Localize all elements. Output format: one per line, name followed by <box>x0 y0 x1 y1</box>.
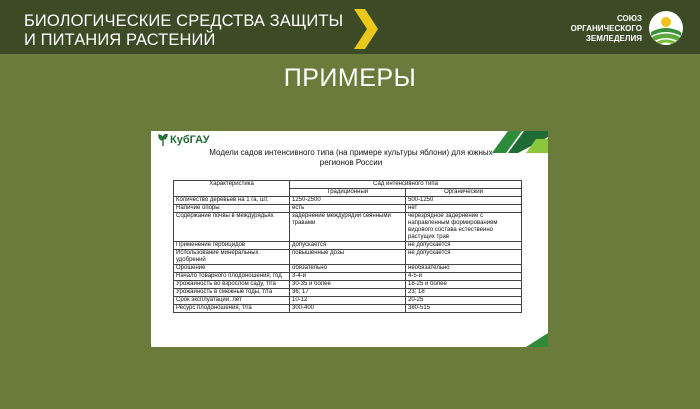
row-organic: 500-1250 <box>406 197 522 205</box>
row-name: Содержание почвы в междурядьях <box>174 213 290 242</box>
slide-corner-decoration-bottom <box>508 333 548 347</box>
table-row <box>174 242 522 250</box>
table-row <box>174 305 522 313</box>
column-header-characteristic: Характеристика <box>174 181 290 197</box>
slide-image <box>151 131 548 347</box>
row-traditional: 30-35 и более <box>290 281 406 289</box>
row-traditional: 10-12 <box>290 297 406 305</box>
header-title: БИОЛОГИЧЕСКИЕ СРЕДСТВА ЗАЩИТЫ И ПИТАНИЯ РАСТЕНИЙ <box>24 12 344 49</box>
column-header-organic: Органический <box>406 189 522 197</box>
table-row <box>174 289 522 297</box>
row-traditional: 1250-2500 <box>290 197 406 205</box>
header-bar <box>0 0 700 54</box>
row-name: Начало товарного плодоношения, год <box>174 273 290 281</box>
table-row <box>174 281 522 289</box>
org-name: КубГАУ <box>170 134 210 146</box>
table-row <box>174 205 522 213</box>
row-name: Наличие опоры <box>174 205 290 213</box>
row-traditional: 3-4-й <box>290 273 406 281</box>
row-name: Урожайность в смежные годы, т/га <box>174 289 290 297</box>
union-logo-text <box>571 14 642 44</box>
kubgau-logo <box>158 134 210 146</box>
row-name: Использование минеральных удобрений <box>174 250 290 265</box>
table-row <box>174 273 522 281</box>
row-name: Срок эксплуатации, лет <box>174 297 290 305</box>
table-row <box>174 250 522 265</box>
row-organic: 23; 18 <box>406 289 522 297</box>
slide-title: Модели садов интенсивного типа (на примере культуры яблони) для южных регионов России <box>209 148 493 167</box>
row-traditional: 300-400 <box>290 305 406 313</box>
data-table <box>173 180 522 313</box>
logo-line-1: СОЮЗ <box>616 14 642 23</box>
row-traditional: 36; 17 <box>290 289 406 297</box>
row-organic: нет <box>406 205 522 213</box>
row-name: Урожайность во взрослом саду, т/га <box>174 281 290 289</box>
table-header-row <box>174 181 522 189</box>
row-name: Количество деревьев на 1 га, шт. <box>174 197 290 205</box>
chevron-right-icon <box>352 9 380 49</box>
row-name: Орошение <box>174 265 290 273</box>
row-traditional: допускается <box>290 242 406 250</box>
sprout-icon <box>158 134 168 146</box>
row-organic: 18-25 и более <box>406 281 522 289</box>
row-traditional: повышенные дозы <box>290 250 406 265</box>
row-traditional: обязательно <box>290 265 406 273</box>
row-organic: не допускается <box>406 242 522 250</box>
row-name: Ресурс плодоношения, т/га <box>174 305 290 313</box>
table-row <box>174 297 522 305</box>
logo-line-3: ЗЕМЛЕДЕЛИЯ <box>585 34 642 43</box>
row-organic: черезрядное задернение с направленным формированием видового состава естественно растущих трав <box>406 213 522 242</box>
row-organic: 380-515 <box>406 305 522 313</box>
row-name: Применение гербицидов <box>174 242 290 250</box>
table-row <box>174 197 522 205</box>
column-header-group: Сад интенсивного типа <box>290 181 522 189</box>
table-row <box>174 213 522 242</box>
row-organic: 4-5-й <box>406 273 522 281</box>
table-row <box>174 265 522 273</box>
row-organic: не допускается <box>406 250 522 265</box>
union-logo-icon <box>648 10 684 46</box>
page-title: ПРИМЕРЫ <box>283 64 417 92</box>
column-header-traditional: Традиционный <box>290 189 406 197</box>
row-organic: необязательно <box>406 265 522 273</box>
row-traditional: есть <box>290 205 406 213</box>
row-traditional: задернение междурядий сеянными травами <box>290 213 406 242</box>
logo-line-2: ОРГАНИЧЕСКОГО <box>570 24 642 33</box>
row-organic: 20-25 <box>406 297 522 305</box>
